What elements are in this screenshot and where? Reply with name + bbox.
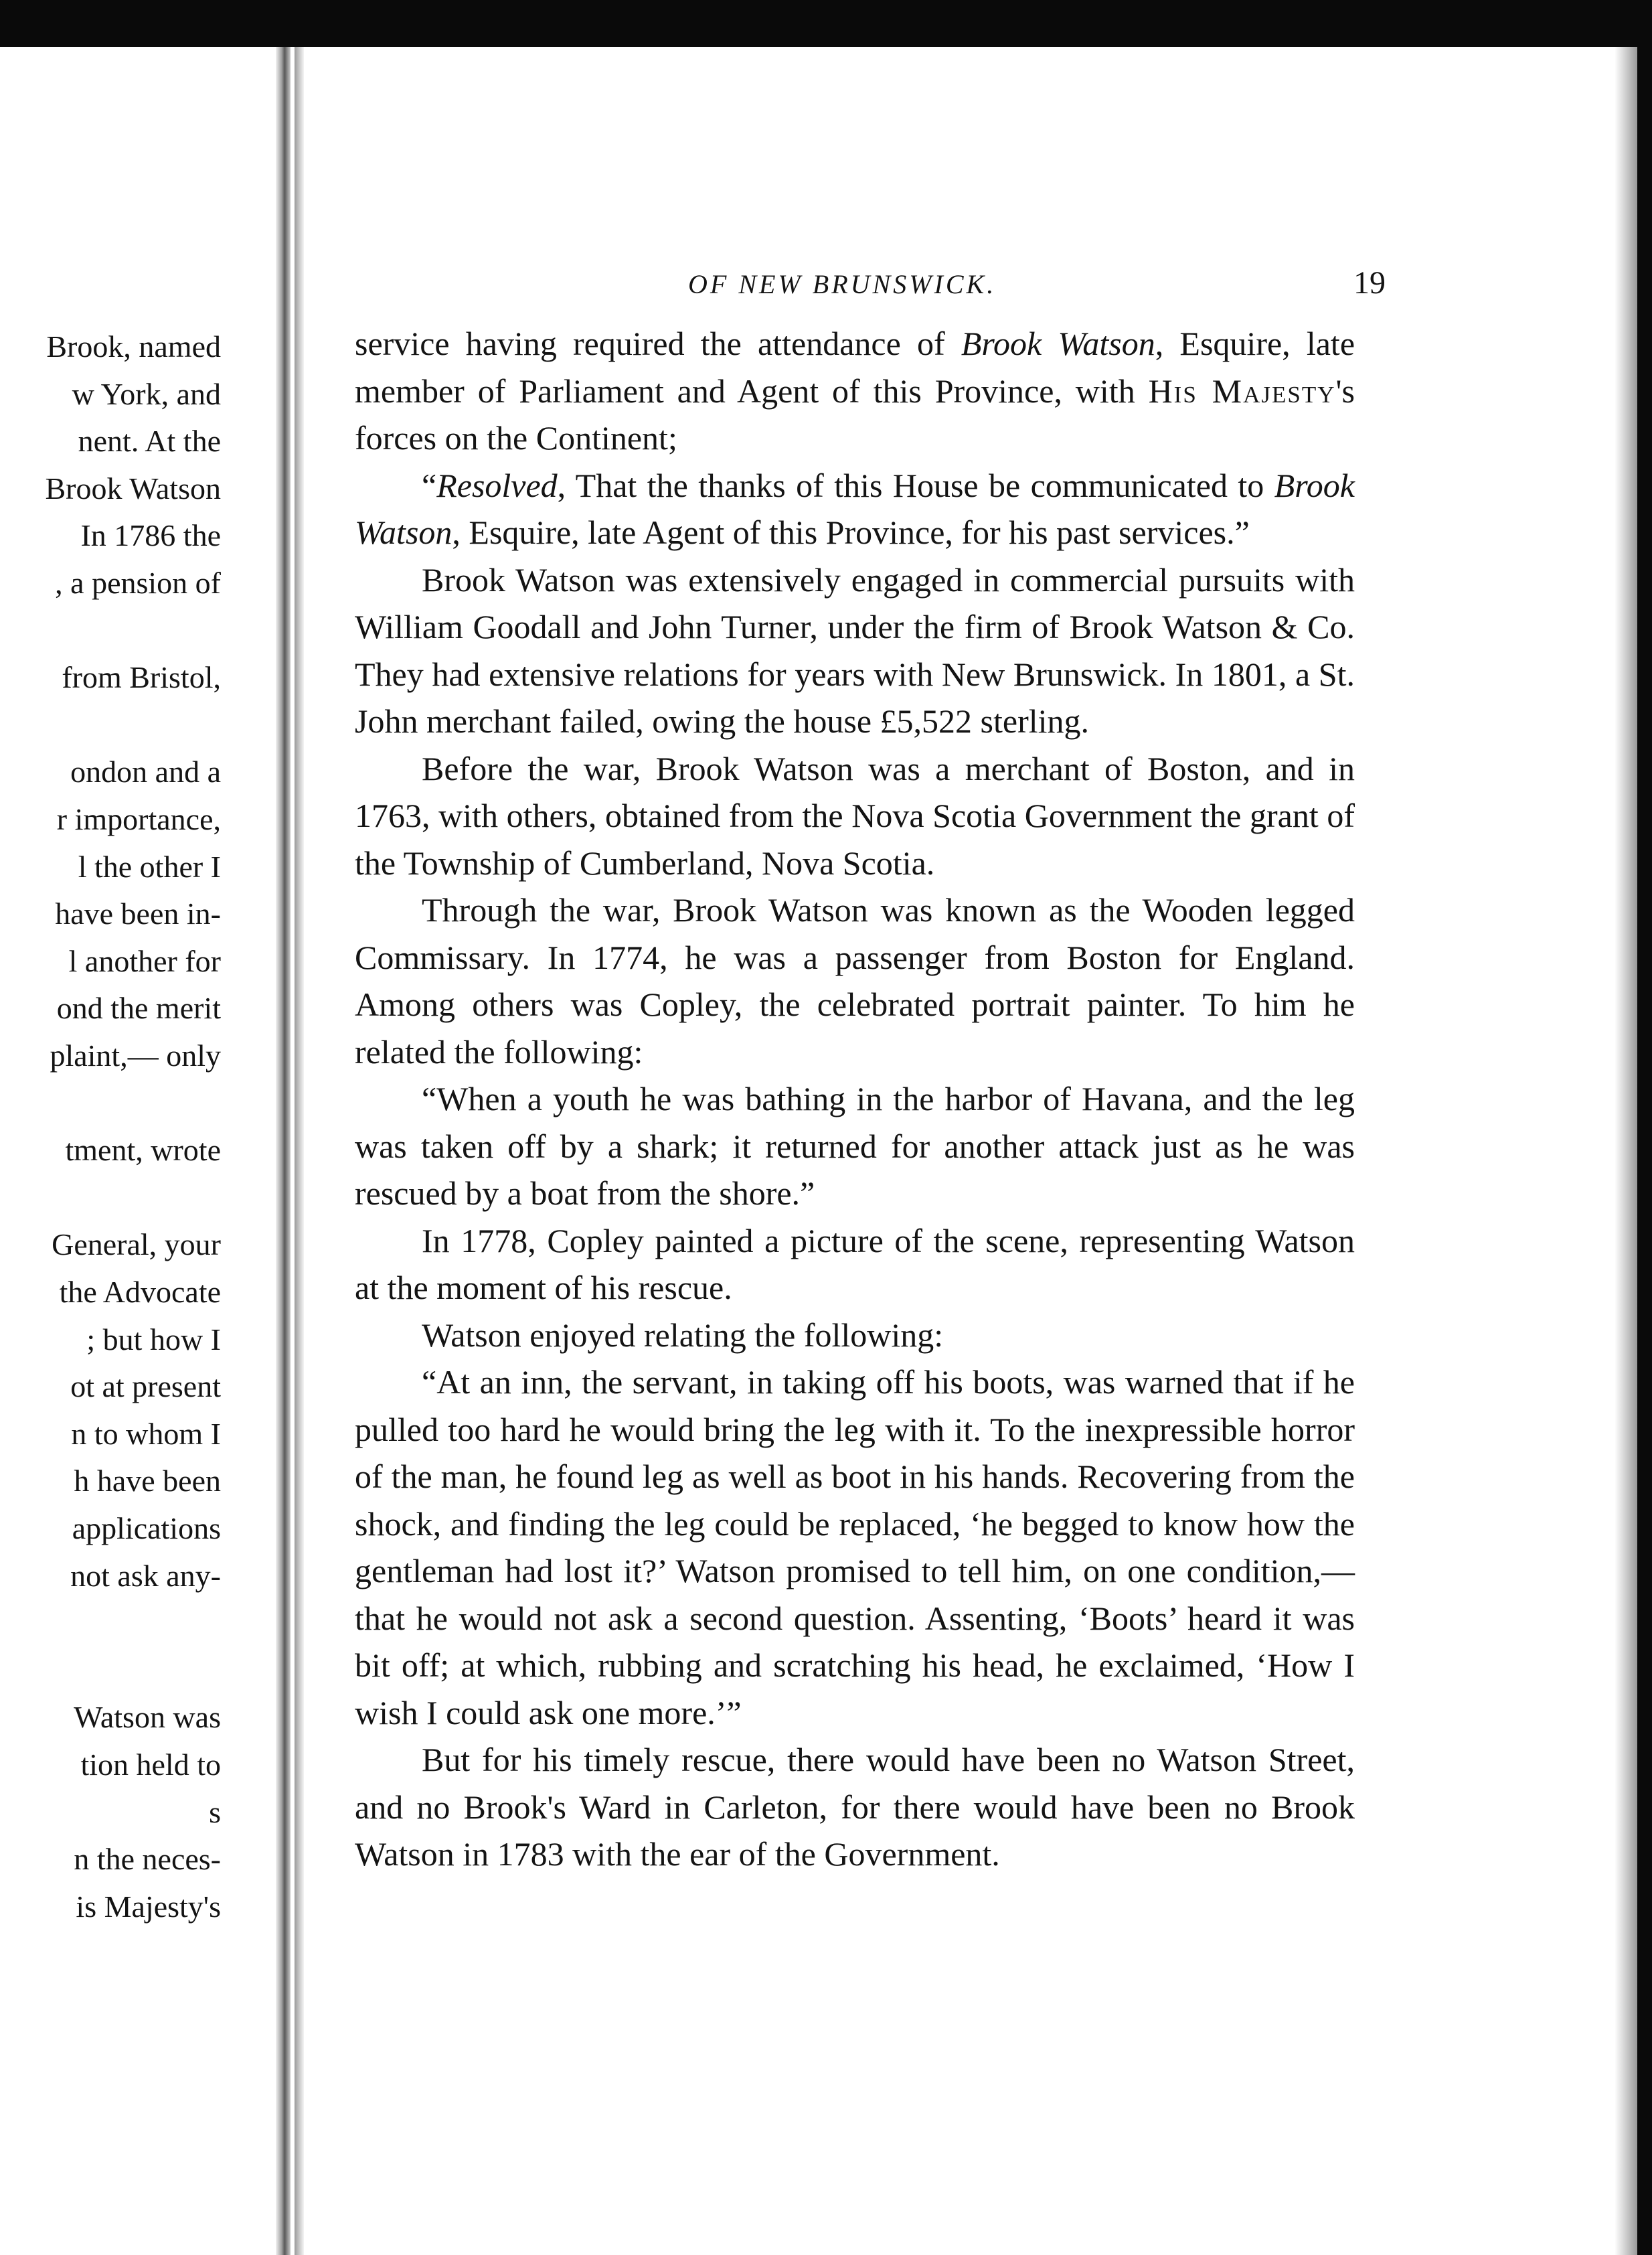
left-page-line: the Advocate	[59, 1275, 221, 1309]
left-page-line: Brook, named	[46, 329, 221, 364]
left-page-line: In 1786 the	[80, 518, 221, 553]
text-run: In 1778, Copley painted a picture of the scene, representing Watson at the moment of his rescue.	[355, 1221, 1355, 1306]
text-run: , That the thanks of this House be communicated to	[557, 466, 1274, 504]
left-page-line: applications	[72, 1511, 221, 1545]
left-page-line: is Majesty's	[76, 1889, 221, 1924]
page-header	[304, 258, 1615, 311]
left-page-fragment	[0, 47, 274, 2255]
body-paragraph	[355, 556, 1355, 745]
text-run: But for his timely rescue, there would have been no Watson Street, and no Brook's Ward in Carleton, for there would have been no Brook Watson in 1783 with the ear of the Government.	[355, 1741, 1355, 1873]
left-page-line: tion held to	[80, 1747, 221, 1782]
left-page-edge	[276, 47, 291, 2255]
body-paragraph	[355, 1358, 1355, 1736]
left-page-line: Brook Watson	[45, 471, 221, 506]
text-run: Before the war, Brook Watson was a merchant of Boston, and in 1763, with others, obtained from the Nova Scotia Government the grant of the Township of Cumberland, Nova Scotia.	[355, 749, 1355, 882]
small-caps-text: His Majesty	[1148, 372, 1336, 410]
left-page-line: , a pension of	[55, 566, 221, 600]
left-page-line: not ask any-	[70, 1558, 221, 1593]
text-run: Through the war, Brook Watson was known as the Wooden legged Commissary. In 1774, he was a passenger from Boston for England. Among others was Copley, the celebrated portrait painter. To him he related the following:	[355, 891, 1355, 1071]
body-paragraph	[355, 1075, 1355, 1217]
body-paragraph	[355, 1736, 1355, 1878]
body-paragraph	[355, 462, 1355, 556]
page-number: 19	[1353, 265, 1386, 301]
italic-text: Brook Watson	[961, 325, 1155, 362]
text-run: “At an inn, the servant, in taking off his boots, was warned that if he pulled too hard he would bring the leg with it. To the inexpressible horror of the man, he found leg as well as boot in his hands. Recovering from the shock, and finding the leg could be replaced, ‘he begged to know how the gentleman had lost it?’ Watson promised to tell him, on one condition,—that he would not ask a second question. Assenting, ‘Boots’ heard it was bit off; at which, rubbing and scratching his head, he exclaimed, ‘How I wish I could ask one more.’”	[355, 1363, 1355, 1731]
left-page-line: ondon and a	[70, 755, 221, 789]
left-page-line: tment, wrote	[65, 1133, 221, 1168]
left-page-line: have been in-	[55, 897, 221, 931]
italic-text: Brook Watson	[355, 466, 1355, 551]
text-run: service having required the attendance of	[355, 325, 961, 362]
left-page-line: l another for	[68, 943, 221, 978]
left-page-line: n to whom I	[71, 1416, 221, 1451]
text-run: “	[422, 466, 437, 504]
right-page-edge-shadow	[1615, 47, 1637, 2255]
right-page	[304, 47, 1615, 2255]
scanner-top-border	[0, 0, 1652, 47]
left-page-line: Watson was	[74, 1700, 221, 1735]
italic-text: Resolved	[436, 466, 558, 504]
left-page-line: n the neces-	[74, 1842, 221, 1877]
left-page-line: s	[209, 1794, 221, 1829]
body-paragraph	[355, 320, 1355, 462]
text-run: “When a youth he was bathing in the harbor of Havana, and the leg was taken off by a shark; it returned for another attack just as he was rescued by a boat from the shore.”	[355, 1080, 1355, 1212]
text-run: , Esquire, late member of Parliament and Agent of this Province, with	[355, 325, 1355, 410]
scanner-right-border	[1637, 0, 1652, 2255]
body-paragraph	[355, 745, 1355, 887]
text-run: Watson enjoyed relating the following:	[422, 1316, 944, 1354]
body-text	[355, 320, 1355, 1878]
left-page-line: l the other I	[78, 849, 221, 884]
running-head: OF NEW BRUNSWICK.	[688, 269, 997, 299]
left-page-line: h have been	[74, 1464, 221, 1498]
left-page-line: r importance,	[56, 802, 221, 836]
left-page-line: plaint,— only	[50, 1038, 221, 1073]
left-page-line: w York, and	[72, 376, 221, 411]
body-paragraph	[355, 1217, 1355, 1312]
left-page-line: nent. At the	[78, 424, 221, 459]
text-run: Brook Watson was extensively engaged in commercial pursuits with William Goodall and John Turner, under the firm of Brook Watson & Co. They had extensive relations for years with New Brunswick. In 1801, a St. John merchant failed, owing the house £5,522 sterling.	[355, 560, 1355, 740]
left-page-line: General, your	[52, 1227, 221, 1262]
text-run: , Esquire, late Agent of this Province, for his past services.”	[452, 514, 1250, 551]
text-run: 's forces on the Continent;	[355, 372, 1355, 457]
left-page-line: ot at present	[70, 1369, 221, 1404]
body-paragraph	[355, 886, 1355, 1075]
body-paragraph	[355, 1312, 1355, 1359]
left-page-line: ond the merit	[56, 991, 221, 1026]
book-gutter	[295, 47, 304, 2255]
left-page-line: ; but how I	[86, 1322, 221, 1356]
left-page-line: from Bristol,	[62, 660, 221, 695]
